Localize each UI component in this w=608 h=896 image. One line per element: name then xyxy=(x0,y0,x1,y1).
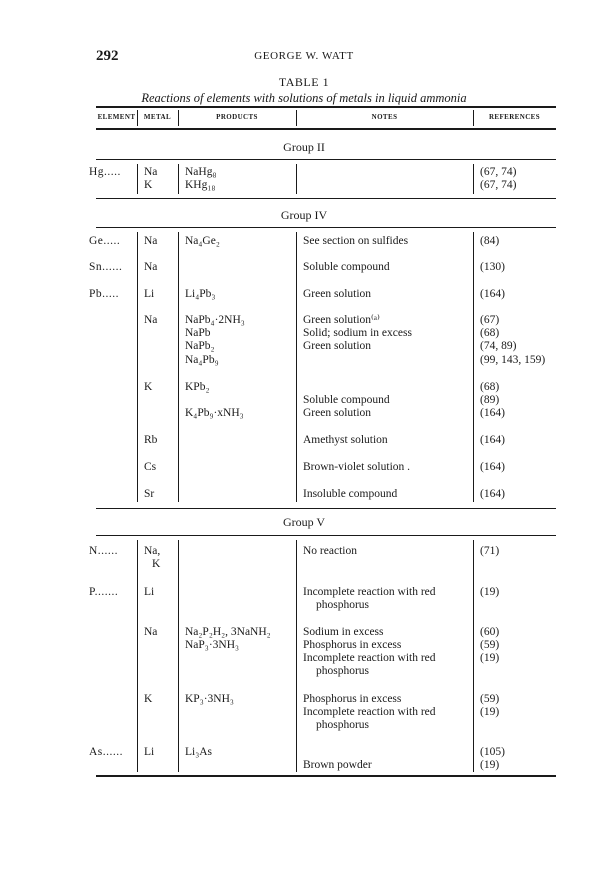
notes-cell: Amethyst solution xyxy=(303,434,388,446)
group-rule xyxy=(96,535,556,536)
column-divider xyxy=(473,540,474,772)
running-head: GEORGE W. WATT xyxy=(254,50,354,62)
notes-cell: Incomplete reaction with red xyxy=(303,706,436,718)
page-number: 292 xyxy=(96,48,119,64)
metal-cell: K xyxy=(152,558,161,570)
table-caption: Reactions of elements with solutions of metals in liquid ammonia xyxy=(141,91,467,105)
products-cell: NaPb₄·2NH₃ xyxy=(185,314,245,326)
column-header-products: PRODUCTS xyxy=(216,113,258,121)
element-cell: P....... xyxy=(89,586,119,598)
references-cell: (164) xyxy=(480,461,505,473)
metal-cell: K xyxy=(144,381,153,393)
group-heading: Group V xyxy=(282,515,326,529)
notes-cell: phosphorus xyxy=(316,599,370,611)
column-header-element: ELEMENT xyxy=(97,113,136,121)
column-divider xyxy=(137,164,138,194)
notes-cell: Green solution xyxy=(303,288,372,300)
column-divider xyxy=(296,164,297,194)
metal-cell: Sr xyxy=(144,488,155,500)
products-cell: NaPb xyxy=(185,327,211,339)
metal-cell: Na, xyxy=(144,545,161,557)
notes-cell: Soluble compound xyxy=(303,261,390,273)
metal-cell: Li xyxy=(144,288,155,300)
products-cell: KPb₂ xyxy=(185,381,210,393)
products-cell: Na₄Ge₂ xyxy=(185,235,220,247)
column-divider xyxy=(296,540,297,772)
products-cell: NaPb₂ xyxy=(185,340,215,352)
references-cell: (19) xyxy=(480,759,500,771)
notes-cell: See section on sulfides xyxy=(303,235,409,247)
column-divider xyxy=(178,232,179,502)
metal-cell: K xyxy=(144,693,153,705)
section-rule xyxy=(96,508,556,509)
references-cell: (74, 89) xyxy=(480,340,517,352)
references-cell: (89) xyxy=(480,394,500,406)
references-cell: (67, 74) xyxy=(480,179,517,191)
products-cell: Li₄Pb₃ xyxy=(185,288,216,300)
notes-cell: Phosphorus in excess xyxy=(303,639,402,651)
metal-cell: Na xyxy=(144,314,158,326)
references-cell: (68) xyxy=(480,327,500,339)
notes-cell: Incomplete reaction with red xyxy=(303,652,436,664)
column-divider xyxy=(178,164,179,194)
references-cell: (59) xyxy=(480,639,500,651)
notes-cell: phosphorus xyxy=(316,665,370,677)
column-divider xyxy=(178,540,179,772)
notes-cell: Soluble compound xyxy=(303,394,390,406)
references-cell: (84) xyxy=(480,235,500,247)
notes-cell: phosphorus xyxy=(316,719,370,731)
products-cell: K₄Pb₉·xNH₃ xyxy=(185,407,244,419)
references-cell: (164) xyxy=(480,434,505,446)
notes-cell: Green solution xyxy=(303,407,372,419)
references-cell: (68) xyxy=(480,381,500,393)
table-label: TABLE 1 xyxy=(278,75,330,89)
element-cell: N...... xyxy=(89,545,119,557)
metal-cell: Na xyxy=(144,261,158,273)
metal-cell: Na xyxy=(144,235,158,247)
group-heading: Group IV xyxy=(280,208,328,222)
group-rule xyxy=(96,227,556,228)
element-cell: Hg..... xyxy=(89,166,121,178)
column-header-references: REFERENCES xyxy=(488,113,541,121)
group-heading: Group II xyxy=(283,140,325,154)
element-cell: Ge..... xyxy=(89,235,121,247)
metal-cell: Li xyxy=(144,586,155,598)
metal-cell: K xyxy=(144,179,153,191)
notes-cell: Brown-violet solution . xyxy=(303,461,411,473)
metal-cell: Na xyxy=(144,626,158,638)
products-cell: KHg₁₈ xyxy=(185,179,216,191)
table-bottom-rule xyxy=(96,775,556,777)
group-rule xyxy=(96,159,556,160)
products-cell: KP₃·3NH₃ xyxy=(185,693,234,705)
element-cell: As...... xyxy=(89,746,124,758)
references-cell: (105) xyxy=(480,746,505,758)
references-cell: (59) xyxy=(480,693,500,705)
references-cell: (71) xyxy=(480,545,500,557)
metal-cell: Cs xyxy=(144,461,157,473)
references-cell: (19) xyxy=(480,652,500,664)
notes-cell: No reaction xyxy=(303,545,357,557)
products-cell: NaHg₈ xyxy=(185,166,217,178)
references-cell: (164) xyxy=(480,288,505,300)
section-rule xyxy=(96,198,556,199)
column-divider xyxy=(137,232,138,502)
references-cell: (164) xyxy=(480,488,505,500)
notes-cell: Sodium in excess xyxy=(303,626,384,638)
column-header-metal: METAL xyxy=(143,113,172,121)
table-top-rule xyxy=(96,106,556,108)
references-cell: (67, 74) xyxy=(480,166,517,178)
products-cell: NaP₃·3NH₃ xyxy=(185,639,240,651)
header-bottom-rule xyxy=(96,128,556,130)
references-cell: (99, 143, 159) xyxy=(480,354,546,366)
element-cell: Pb..... xyxy=(89,288,120,300)
notes-cell: Insoluble compound xyxy=(303,488,398,500)
notes-cell: Incomplete reaction with red xyxy=(303,586,436,598)
metal-cell: Na xyxy=(144,166,158,178)
notes-cell: Phosphorus in excess xyxy=(303,693,402,705)
references-cell: (19) xyxy=(480,586,500,598)
notes-cell: Green solution⁽ᵃ⁾ xyxy=(303,314,380,326)
metal-cell: Li xyxy=(144,746,155,758)
column-divider xyxy=(137,540,138,772)
products-cell: Li₃As xyxy=(185,746,213,758)
element-cell: Sn...... xyxy=(89,261,123,273)
column-divider xyxy=(296,232,297,502)
products-cell: Na₂P₂H₂, 3NaNH₂ xyxy=(185,626,271,638)
references-cell: (60) xyxy=(480,626,500,638)
references-cell: (67) xyxy=(480,314,500,326)
metal-cell: Rb xyxy=(144,434,158,446)
products-cell: Na₄Pb₉ xyxy=(185,354,219,366)
notes-cell: Solid; sodium in excess xyxy=(303,327,412,339)
references-cell: (164) xyxy=(480,407,505,419)
notes-cell: Brown powder xyxy=(303,759,372,771)
notes-cell: Green solution xyxy=(303,340,372,352)
column-divider xyxy=(473,164,474,194)
references-cell: (19) xyxy=(480,706,500,718)
column-header-notes: NOTES xyxy=(371,113,398,121)
references-cell: (130) xyxy=(480,261,505,273)
column-divider xyxy=(473,232,474,502)
